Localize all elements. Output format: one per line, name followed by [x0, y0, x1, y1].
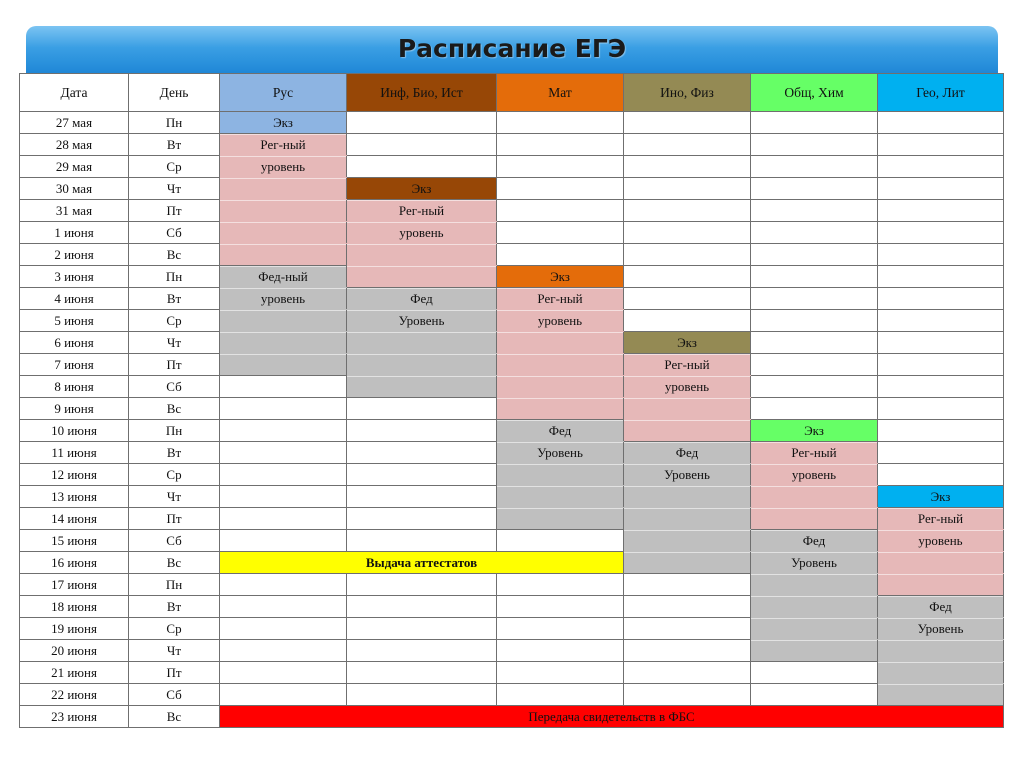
federal-level-cell: [878, 684, 1004, 706]
empty-cell: [497, 200, 624, 222]
empty-cell: [624, 112, 751, 134]
table-row: [20, 222, 1004, 244]
empty-cell: [497, 178, 624, 200]
federal-level-cell: [497, 464, 624, 486]
exam-day-cell: Экз: [624, 332, 751, 354]
empty-cell: [878, 354, 1004, 376]
empty-cell: [220, 464, 347, 486]
weekday-cell: Пт: [129, 508, 220, 530]
date-cell: 31 мая: [20, 200, 129, 222]
column-header: Мат: [497, 74, 624, 112]
table-row: [20, 376, 1004, 398]
date-cell: 21 июня: [20, 662, 129, 684]
table-row: [20, 332, 1004, 354]
column-header: Рус: [220, 74, 347, 112]
weekday-cell: Сб: [129, 530, 220, 552]
empty-cell: [624, 156, 751, 178]
regional-level-cell: [751, 486, 878, 508]
weekday-cell: Вс: [129, 244, 220, 266]
federal-level-cell: [751, 618, 878, 640]
empty-cell: [751, 222, 878, 244]
federal-level-cell: Фед: [624, 442, 751, 464]
date-cell: 20 июня: [20, 640, 129, 662]
empty-cell: [347, 618, 497, 640]
empty-cell: [497, 618, 624, 640]
empty-cell: [347, 662, 497, 684]
regional-level-cell: уровень: [624, 376, 751, 398]
empty-cell: [220, 508, 347, 530]
date-cell: 28 мая: [20, 134, 129, 156]
column-header: Общ, Хим: [751, 74, 878, 112]
table-row: [20, 442, 1004, 464]
date-cell: 14 июня: [20, 508, 129, 530]
table-row: [20, 530, 1004, 552]
empty-cell: [347, 398, 497, 420]
weekday-cell: Сб: [129, 684, 220, 706]
table-row: [20, 640, 1004, 662]
federal-level-cell: Уровень: [347, 310, 497, 332]
regional-level-cell: уровень: [497, 310, 624, 332]
weekday-cell: Вт: [129, 596, 220, 618]
federal-level-cell: [624, 530, 751, 552]
empty-cell: [624, 640, 751, 662]
empty-cell: [878, 134, 1004, 156]
table-row: [20, 574, 1004, 596]
regional-level-cell: [220, 244, 347, 266]
page-title: Расписание ЕГЭ: [397, 34, 627, 63]
weekday-cell: Вс: [129, 398, 220, 420]
empty-cell: [347, 464, 497, 486]
weekday-cell: Пн: [129, 420, 220, 442]
date-cell: 5 июня: [20, 310, 129, 332]
exam-day-cell: Экз: [347, 178, 497, 200]
empty-cell: [751, 200, 878, 222]
empty-cell: [347, 420, 497, 442]
regional-level-cell: [624, 398, 751, 420]
date-cell: 4 июня: [20, 288, 129, 310]
federal-level-cell: [497, 486, 624, 508]
empty-cell: [751, 112, 878, 134]
empty-cell: [751, 354, 878, 376]
empty-cell: [751, 244, 878, 266]
empty-cell: [347, 530, 497, 552]
regional-level-cell: Рег-ный: [751, 442, 878, 464]
weekday-cell: Вт: [129, 442, 220, 464]
empty-cell: [347, 596, 497, 618]
table-row: [20, 200, 1004, 222]
empty-cell: [497, 530, 624, 552]
table-row: [20, 552, 1004, 574]
exam-schedule-table: [19, 73, 1004, 728]
regional-level-cell: Рег-ный: [497, 288, 624, 310]
certificate-issue-banner: Выдача аттестатов: [220, 552, 624, 574]
empty-cell: [624, 266, 751, 288]
regional-level-cell: [220, 200, 347, 222]
table-row: [20, 112, 1004, 134]
exam-day-cell: Экз: [220, 112, 347, 134]
date-cell: 6 июня: [20, 332, 129, 354]
empty-cell: [497, 684, 624, 706]
table-row: [20, 706, 1004, 728]
empty-cell: [220, 596, 347, 618]
weekday-cell: Пт: [129, 200, 220, 222]
empty-cell: [624, 178, 751, 200]
weekday-cell: Чт: [129, 178, 220, 200]
regional-level-cell: [497, 376, 624, 398]
empty-cell: [497, 222, 624, 244]
date-cell: 27 мая: [20, 112, 129, 134]
empty-cell: [751, 156, 878, 178]
federal-level-cell: [220, 310, 347, 332]
fbs-transfer-banner: Передача свидетельств в ФБС: [220, 706, 1004, 728]
exam-day-cell: Экз: [878, 486, 1004, 508]
date-cell: 29 мая: [20, 156, 129, 178]
empty-cell: [878, 156, 1004, 178]
weekday-cell: Вс: [129, 706, 220, 728]
federal-level-cell: Уровень: [878, 618, 1004, 640]
regional-level-cell: [347, 266, 497, 288]
regional-level-cell: Рег-ный: [624, 354, 751, 376]
empty-cell: [220, 442, 347, 464]
empty-cell: [220, 376, 347, 398]
empty-cell: [497, 134, 624, 156]
federal-level-cell: Уровень: [624, 464, 751, 486]
date-cell: 13 июня: [20, 486, 129, 508]
federal-level-cell: [347, 332, 497, 354]
column-header: День: [129, 74, 220, 112]
empty-cell: [497, 640, 624, 662]
empty-cell: [497, 662, 624, 684]
date-cell: 10 июня: [20, 420, 129, 442]
weekday-cell: Ср: [129, 310, 220, 332]
table-row: [20, 508, 1004, 530]
table-row: [20, 398, 1004, 420]
federal-level-cell: [624, 508, 751, 530]
empty-cell: [878, 442, 1004, 464]
empty-cell: [624, 596, 751, 618]
date-cell: 12 июня: [20, 464, 129, 486]
exam-day-cell: Экз: [497, 266, 624, 288]
date-cell: 15 июня: [20, 530, 129, 552]
federal-level-cell: [878, 640, 1004, 662]
weekday-cell: Пт: [129, 662, 220, 684]
empty-cell: [878, 200, 1004, 222]
regional-level-cell: уровень: [751, 464, 878, 486]
date-cell: 2 июня: [20, 244, 129, 266]
regional-level-cell: Рег-ный: [878, 508, 1004, 530]
weekday-cell: Сб: [129, 376, 220, 398]
empty-cell: [624, 310, 751, 332]
empty-cell: [751, 376, 878, 398]
column-header: Ино, Физ: [624, 74, 751, 112]
empty-cell: [624, 244, 751, 266]
table-row: [20, 464, 1004, 486]
date-cell: 11 июня: [20, 442, 129, 464]
federal-level-cell: [624, 486, 751, 508]
table-row: [20, 662, 1004, 684]
date-cell: 18 июня: [20, 596, 129, 618]
empty-cell: [878, 288, 1004, 310]
table-row: [20, 420, 1004, 442]
regional-level-cell: [347, 244, 497, 266]
empty-cell: [878, 266, 1004, 288]
federal-level-cell: [878, 662, 1004, 684]
table-row: [20, 684, 1004, 706]
federal-level-cell: [220, 332, 347, 354]
empty-cell: [878, 244, 1004, 266]
date-cell: 1 июня: [20, 222, 129, 244]
empty-cell: [347, 508, 497, 530]
empty-cell: [497, 156, 624, 178]
empty-cell: [347, 640, 497, 662]
regional-level-cell: [624, 420, 751, 442]
weekday-cell: Вт: [129, 288, 220, 310]
table-row: [20, 288, 1004, 310]
weekday-cell: Вт: [129, 134, 220, 156]
empty-cell: [751, 310, 878, 332]
empty-cell: [751, 134, 878, 156]
weekday-cell: Пн: [129, 574, 220, 596]
table-row: [20, 354, 1004, 376]
table-row: [20, 596, 1004, 618]
federal-level-cell: [347, 354, 497, 376]
weekday-cell: Сб: [129, 222, 220, 244]
table-row: [20, 486, 1004, 508]
empty-cell: [220, 662, 347, 684]
federal-level-cell: [751, 596, 878, 618]
column-header: Гео, Лит: [878, 74, 1004, 112]
empty-cell: [878, 332, 1004, 354]
empty-cell: [878, 112, 1004, 134]
weekday-cell: Пт: [129, 354, 220, 376]
federal-level-cell: [497, 508, 624, 530]
empty-cell: [497, 574, 624, 596]
weekday-cell: Пн: [129, 266, 220, 288]
empty-cell: [878, 464, 1004, 486]
empty-cell: [347, 442, 497, 464]
table-row: [20, 310, 1004, 332]
federal-level-cell: [220, 354, 347, 376]
federal-level-cell: Фед: [347, 288, 497, 310]
empty-cell: [220, 684, 347, 706]
empty-cell: [624, 574, 751, 596]
empty-cell: [624, 222, 751, 244]
empty-cell: [497, 112, 624, 134]
date-cell: 3 июня: [20, 266, 129, 288]
empty-cell: [624, 618, 751, 640]
title-banner: [26, 26, 998, 74]
empty-cell: [751, 684, 878, 706]
weekday-cell: Чт: [129, 332, 220, 354]
empty-cell: [347, 684, 497, 706]
empty-cell: [497, 244, 624, 266]
empty-cell: [220, 574, 347, 596]
date-cell: 19 июня: [20, 618, 129, 640]
column-header: Инф, Био, Ист: [347, 74, 497, 112]
empty-cell: [624, 200, 751, 222]
regional-level-cell: [220, 222, 347, 244]
empty-cell: [751, 288, 878, 310]
federal-level-cell: Фед: [497, 420, 624, 442]
table-row: [20, 266, 1004, 288]
empty-cell: [220, 530, 347, 552]
regional-level-cell: Рег-ный: [347, 200, 497, 222]
empty-cell: [878, 310, 1004, 332]
empty-cell: [878, 420, 1004, 442]
empty-cell: [878, 178, 1004, 200]
empty-cell: [220, 618, 347, 640]
regional-level-cell: [878, 574, 1004, 596]
column-header: Дата: [20, 74, 129, 112]
table-row: [20, 134, 1004, 156]
federal-level-cell: Фед: [878, 596, 1004, 618]
empty-cell: [220, 640, 347, 662]
date-cell: 17 июня: [20, 574, 129, 596]
federal-level-cell: Уровень: [751, 552, 878, 574]
regional-level-cell: [751, 508, 878, 530]
empty-cell: [624, 288, 751, 310]
empty-cell: [878, 222, 1004, 244]
empty-cell: [751, 662, 878, 684]
date-cell: 30 мая: [20, 178, 129, 200]
regional-level-cell: уровень: [347, 222, 497, 244]
regional-level-cell: Рег-ный: [220, 134, 347, 156]
federal-level-cell: [751, 574, 878, 596]
table-row: [20, 244, 1004, 266]
empty-cell: [220, 486, 347, 508]
empty-cell: [624, 134, 751, 156]
weekday-cell: Пн: [129, 112, 220, 134]
date-cell: 9 июня: [20, 398, 129, 420]
federal-level-cell: [624, 552, 751, 574]
weekday-cell: Чт: [129, 486, 220, 508]
regional-level-cell: [497, 398, 624, 420]
empty-cell: [878, 376, 1004, 398]
regional-level-cell: [878, 552, 1004, 574]
regional-level-cell: [497, 354, 624, 376]
date-cell: 7 июня: [20, 354, 129, 376]
empty-cell: [347, 574, 497, 596]
empty-cell: [347, 112, 497, 134]
regional-level-cell: уровень: [220, 156, 347, 178]
regional-level-cell: [220, 178, 347, 200]
empty-cell: [751, 332, 878, 354]
weekday-cell: Ср: [129, 618, 220, 640]
weekday-cell: Чт: [129, 640, 220, 662]
empty-cell: [751, 398, 878, 420]
federal-level-cell: уровень: [220, 288, 347, 310]
empty-cell: [751, 266, 878, 288]
weekday-cell: Ср: [129, 464, 220, 486]
date-cell: 22 июня: [20, 684, 129, 706]
table-row: [20, 178, 1004, 200]
empty-cell: [220, 398, 347, 420]
regional-level-cell: [497, 332, 624, 354]
empty-cell: [878, 398, 1004, 420]
table-row: [20, 618, 1004, 640]
empty-cell: [624, 662, 751, 684]
date-cell: 23 июня: [20, 706, 129, 728]
empty-cell: [624, 684, 751, 706]
exam-day-cell: Экз: [751, 420, 878, 442]
empty-cell: [220, 420, 347, 442]
empty-cell: [347, 156, 497, 178]
federal-level-cell: [751, 640, 878, 662]
federal-level-cell: Фед: [751, 530, 878, 552]
regional-level-cell: уровень: [878, 530, 1004, 552]
empty-cell: [751, 178, 878, 200]
weekday-cell: Ср: [129, 156, 220, 178]
federal-level-cell: Фед-ный: [220, 266, 347, 288]
empty-cell: [347, 134, 497, 156]
weekday-cell: Вс: [129, 552, 220, 574]
empty-cell: [347, 486, 497, 508]
federal-level-cell: Уровень: [497, 442, 624, 464]
date-cell: 16 июня: [20, 552, 129, 574]
empty-cell: [497, 596, 624, 618]
date-cell: 8 июня: [20, 376, 129, 398]
table-row: [20, 156, 1004, 178]
federal-level-cell: [347, 376, 497, 398]
